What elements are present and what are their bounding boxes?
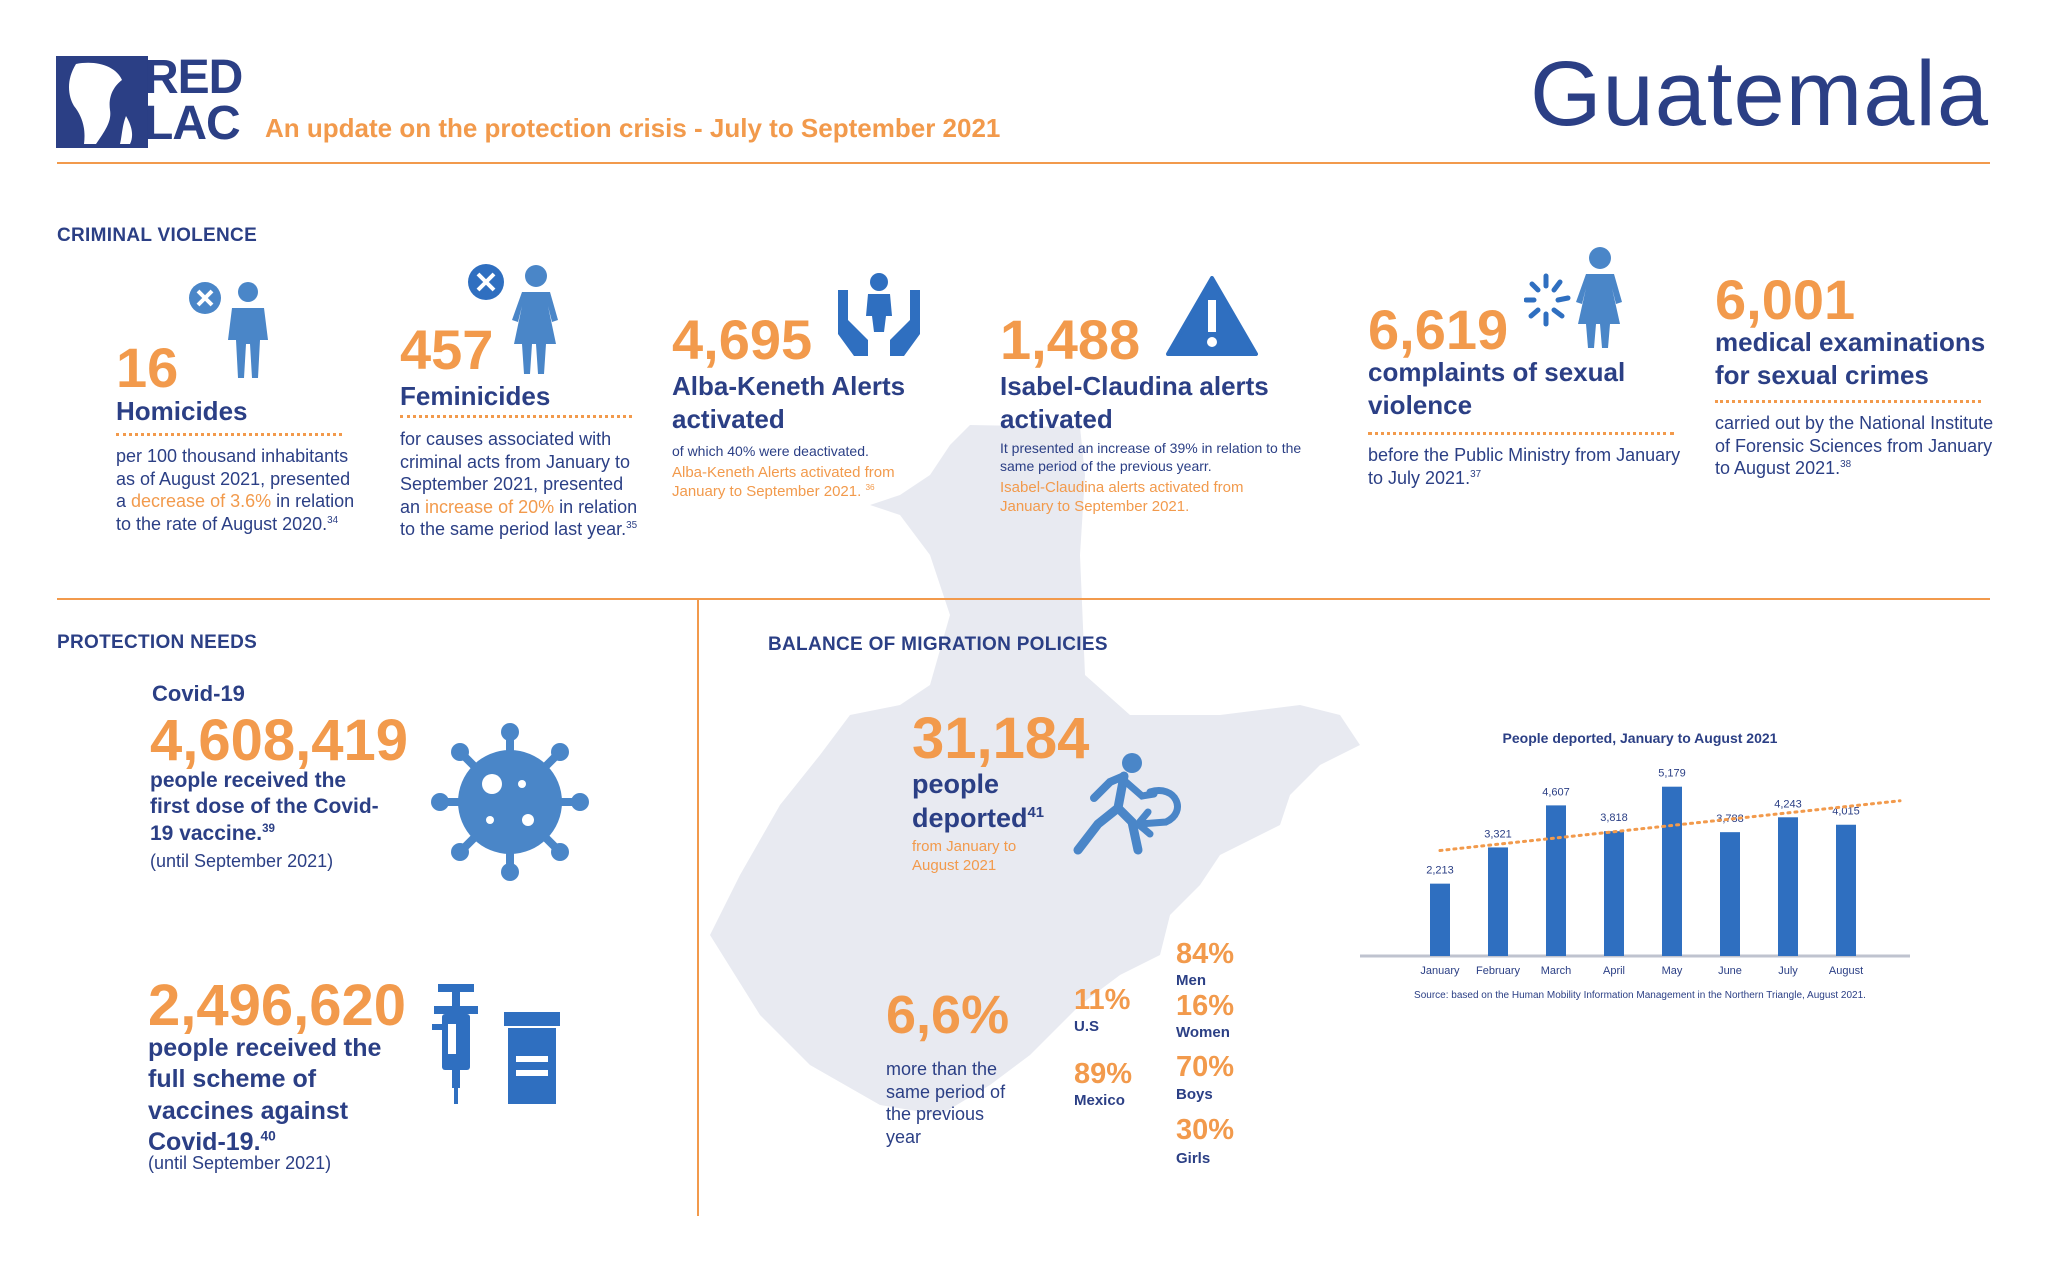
chart-category-label: July — [1778, 965, 1798, 977]
women-value: 16% — [1176, 990, 1235, 1022]
woman-distress-icon — [1524, 246, 1634, 350]
medical-exams-label: medical examinations for sexual crimes — [1715, 327, 1986, 390]
alba-keneth-note: 36 — [865, 482, 875, 492]
boys-value: 70% — [1176, 1051, 1235, 1083]
chart-value-label: 4,607 — [1542, 786, 1570, 799]
chart-category-label: March — [1540, 965, 1572, 977]
deported-note: 41 — [1027, 804, 1045, 821]
chart-bar-april — [1604, 831, 1624, 956]
first-dose-description — [150, 768, 390, 847]
full-scheme-note: 40 — [260, 1128, 276, 1144]
homicides-description — [116, 445, 356, 535]
chart-category-label: May — [1661, 965, 1683, 977]
chart-value-label: 5,179 — [1658, 767, 1686, 780]
us-value: 11% — [1074, 984, 1131, 1016]
full-scheme-value: 2,496,620 — [148, 973, 407, 1038]
increase-description: more than the same period of the previous year — [886, 1059, 1006, 1147]
section-title-criminal-violence: CRIMINAL VIOLENCE — [57, 225, 258, 246]
complaints-note: 37 — [1470, 468, 1482, 480]
feminicides-divider — [400, 415, 632, 418]
first-dose-value: 4,608,419 — [150, 708, 409, 773]
homicides-value: 16 — [116, 336, 179, 399]
chart-category-label: April — [1602, 965, 1626, 977]
feminicides-desc-highlight: increase of 20% — [425, 496, 555, 517]
chart-bar-january — [1430, 884, 1450, 956]
isabel-claudina-description: It presented an increase of 39% in relation to the same period of the previous yearr. — [1000, 440, 1302, 474]
first-dose-period: (until September 2021) — [150, 851, 334, 871]
mexico-value: 89% — [1074, 1058, 1133, 1090]
report-subtitle: An update on the protection crisis - July to September 2021 — [265, 113, 1001, 143]
isabel-claudina-label: Isabel-Claudina alerts activated — [1000, 371, 1269, 434]
chart-bar-february — [1488, 847, 1508, 956]
medical-exams-note: 38 — [1840, 459, 1852, 470]
first-dose-note: 39 — [262, 822, 275, 835]
chart-category-label: January — [1420, 965, 1460, 977]
chart-value-label: 2,213 — [1426, 864, 1454, 877]
chart-plot — [1360, 726, 1920, 1006]
vertical-divider — [697, 600, 699, 1216]
chart-bar-may — [1662, 787, 1682, 956]
boys-label: Boys — [1176, 1086, 1213, 1103]
alba-keneth-description-orange — [672, 464, 932, 502]
virus-icon — [430, 722, 590, 882]
chart-source: Source: based on the Human Mobility Information Management in the Northern Triangle, August 2021. — [1414, 990, 1866, 1001]
isabel-claudina-value: 1,488 — [1000, 308, 1141, 371]
person-returning-icon — [1070, 752, 1190, 856]
chart-value-label: 3,788 — [1716, 813, 1744, 826]
section-title-migration: BALANCE OF MIGRATION POLICIES — [768, 634, 1108, 655]
hands-protecting-child-icon — [834, 270, 924, 360]
increase-value: 6,6% — [886, 985, 1010, 1045]
homicides-label: Homicides — [116, 396, 248, 426]
complaints-description — [1368, 444, 1688, 489]
complaints-divider — [1368, 432, 1674, 435]
chart-category-label: February — [1475, 965, 1521, 977]
homicides-note: 34 — [327, 514, 339, 526]
covid-label: Covid-19 — [152, 681, 245, 706]
men-value: 84% — [1176, 938, 1235, 970]
homicides-divider — [116, 433, 342, 436]
deported-value: 31,184 — [912, 706, 1090, 771]
medical-exams-description — [1715, 412, 1995, 480]
medical-exams-desc-text: carried out by the National Institute of Forensic Sciences from January to August 2021. — [1715, 413, 1994, 478]
chart-title: People deported, January to August 2021 — [1502, 730, 1778, 746]
feminicides-label: Feminicides — [400, 381, 551, 411]
us-label: U.S — [1074, 1018, 1100, 1035]
feminicides-value: 457 — [400, 318, 494, 381]
chart-category-label: August — [1828, 965, 1864, 977]
chart-bar-june — [1720, 832, 1740, 956]
chart-bar-august — [1836, 825, 1856, 956]
globe-logo-icon — [56, 56, 148, 148]
girls-value: 30% — [1176, 1114, 1235, 1146]
homicides-desc-part2: in relation to the rate of August 2020. — [116, 491, 355, 534]
first-dose-desc-text: people received the first dose of the Covid-19 vaccine. — [150, 769, 379, 845]
person-x-icon — [186, 278, 282, 384]
complaints-value: 6,619 — [1368, 298, 1509, 361]
chart-value-label: 4,243 — [1774, 798, 1802, 811]
chart-value-label: 4,015 — [1832, 805, 1860, 818]
country-title: Guatemala — [1530, 43, 1990, 145]
syringe-vial-icon — [432, 984, 562, 1106]
chart-value-label: 3,321 — [1484, 828, 1512, 841]
medical-exams-divider — [1715, 400, 1981, 403]
feminicides-description — [400, 428, 645, 541]
complaints-desc-text: before the Public Ministry from January to July 2021. — [1368, 445, 1681, 488]
homicides-desc-highlight: decrease of 3.6% — [131, 491, 272, 511]
chart-bar-july — [1778, 817, 1798, 956]
complaints-label: complaints of sexual violence — [1368, 357, 1626, 420]
chart-category-label: June — [1718, 965, 1742, 977]
isabel-claudina-description-orange: Isabel-Claudina alerts activated from January to September 2021. — [1000, 479, 1244, 515]
alba-keneth-orange-text: Alba-Keneth Alerts activated from January to September 2021. — [672, 464, 895, 500]
mexico-label: Mexico — [1074, 1092, 1125, 1109]
criminal-violence-divider — [57, 598, 1990, 600]
feminicides-desc-part1: for causes associated with criminal acts from January to September 2021, presented an — [400, 429, 631, 517]
deportations-chart — [1360, 726, 1920, 1006]
men-label: Men — [1176, 972, 1206, 989]
chart-bar-march — [1546, 805, 1566, 956]
full-scheme-desc-text: people received the full scheme of vaccines against Covid-19. — [148, 1034, 382, 1156]
girls-label: Girls — [1176, 1150, 1211, 1167]
section-title-protection-needs: PROTECTION NEEDS — [57, 632, 258, 653]
redlac-logo — [56, 51, 246, 150]
full-scheme-period: (until September 2021) — [148, 1153, 332, 1173]
medical-exams-value: 6,001 — [1715, 268, 1856, 331]
logo-text-lac: LAC — [144, 97, 240, 150]
full-scheme-description — [148, 1033, 388, 1158]
alba-keneth-description: of which 40% were deactivated. — [672, 443, 869, 459]
chart-value-label: 3,818 — [1600, 812, 1628, 825]
header-divider — [57, 162, 1990, 164]
women-label: Women — [1176, 1024, 1230, 1041]
feminicides-note: 35 — [626, 520, 638, 531]
feminicides-desc-part2: in relation to the same period last year. — [400, 496, 638, 539]
warning-icon — [1166, 276, 1258, 356]
deported-label — [912, 768, 1062, 836]
alba-keneth-value: 4,695 — [672, 308, 813, 371]
deported-period: from January to August 2021 — [912, 838, 1017, 874]
deported-label-text: people deported — [912, 769, 1028, 833]
alba-keneth-label: Alba-Keneth Alerts activated — [672, 371, 906, 434]
logo-text-red: RED — [144, 51, 243, 104]
homicides-desc-part1: per 100 thousand inhabitants as of August 2021, presented a — [116, 446, 351, 511]
